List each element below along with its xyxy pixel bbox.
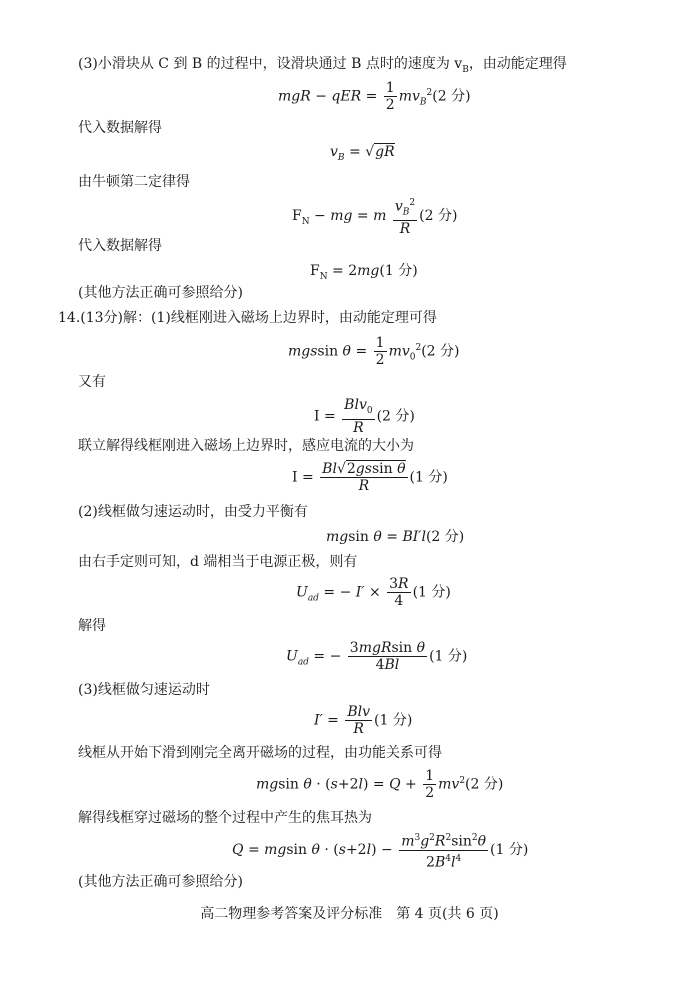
equation-current-blv0: I = $\frac{Blv_0}{R}$ (2 分) [314, 397, 415, 436]
equation-joule-heat: Q = mgsin θ · (s+2l) − $\frac{m^3g^2R^2\sin^2\theta}{2B^4l^4}$ (1 分) [232, 830, 528, 870]
combine-text: 联立解得线框刚进入磁场上边界时，感应电流的大小为 [78, 438, 414, 454]
question-14-header: 14.(13分)解：(1)线框刚进入磁场上边界时，由动能定理可得 [58, 310, 437, 326]
other-methods-note-1: (其他方法正确可参照给分) [78, 285, 243, 301]
part3-uniform-text: (3)线框做匀速运动时 [78, 682, 210, 698]
equation-newton: $F_N$ − mg = m $\frac{v_B^2}{R}$ (2 分) [292, 195, 457, 237]
page-footer: 高二物理参考答案及评分标准 第 4 页(共 6 页) [200, 906, 499, 922]
other-methods-note-2: (其他方法正确可参照给分) [78, 874, 243, 890]
solve-text: 解得 [78, 618, 106, 634]
part2-text: (2)线框做匀速运动时，由受力平衡有 [78, 504, 308, 520]
equation-current-result: I = $\frac{\text{Bl√2gssin θ}}{R}$ (1 分) [292, 461, 448, 494]
equation-fn: $F_N = 2mg(1$ 分) [310, 263, 418, 282]
equation-current-blv: I′ = $\frac{\text{Blv}}{R}$ (1 分) [314, 704, 413, 737]
equation-uad: $U_{ad}$ = − I′ × $\frac{3R}{4}$ (1 分) [296, 576, 451, 609]
equation-force-balance: mgsin θ = BI′l(2 分) [326, 529, 465, 545]
right-hand-rule-text: 由右手定则可知，d 端相当于电源正极，则有 [78, 554, 358, 570]
equation-kinetic-entry: mgssin θ = $\frac{1}{2}$ $mv_0^2(2$ 分) [288, 335, 460, 368]
also-text: 又有 [78, 374, 106, 390]
equation-energy-cb: mgR − qER = $\frac{1}{2}$ $mv_B^2(2$ 分) [278, 80, 471, 113]
newton-law-text: 由牛顿第二定律得 [78, 174, 190, 190]
sub-data-text-1: 代入数据解得 [78, 120, 162, 136]
equation-uad-result: $U_{ad}$ = − $\frac{\text{3mgRsin θ}}{4Bl}$ (1 分) [286, 640, 468, 673]
part3-intro: (3)小滑块从 C 到 B 的过程中，设滑块通过 B 点时的速度为 $v_B$，由动能定理得 [78, 56, 567, 75]
equation-vb: $v_B = √gR$ [330, 144, 395, 163]
energy-relation-text: 线框从开始下滑到刚完全离开磁场的过程，由功能关系可得 [78, 745, 442, 761]
equation-energy-conservation: mgsin θ · (s+2l) = Q + $\frac{1}{2}$ $mv^2(2$ 分) [256, 768, 504, 801]
joule-heat-text: 解得线框穿过磁场的整个过程中产生的焦耳热为 [78, 810, 372, 826]
sub-data-text-2: 代入数据解得 [78, 238, 162, 254]
